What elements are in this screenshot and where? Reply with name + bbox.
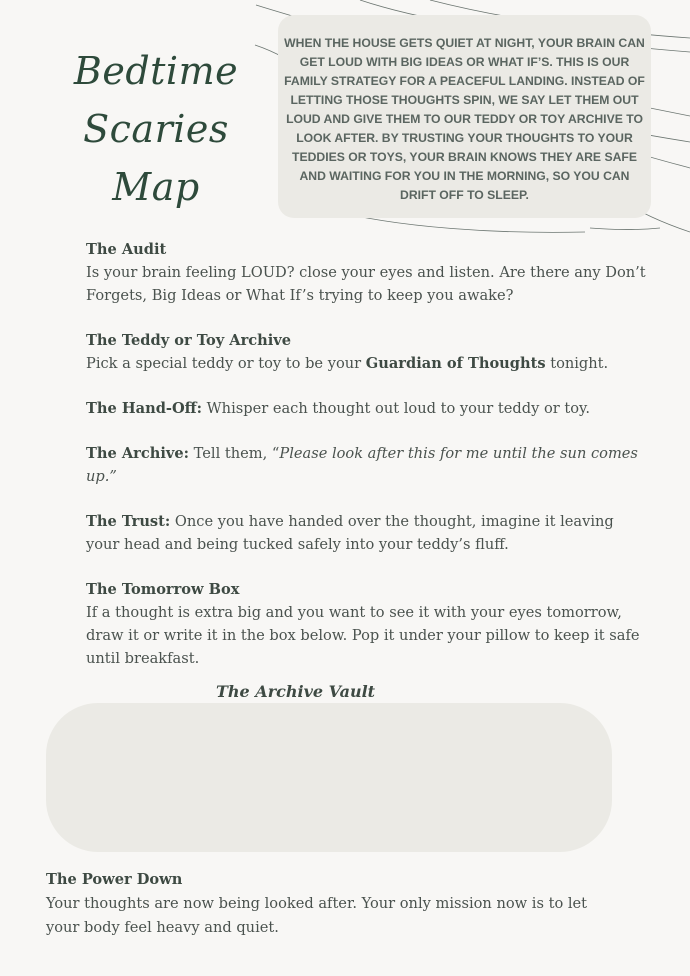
section-handoff [86, 397, 646, 420]
title-line: Bedtime [73, 49, 239, 93]
audit-body: Is your brain feeling LOUD? close your eyes and listen. Are there any Don’t Forgets, Big Ideas or What If’s trying to keep you awake? [86, 264, 646, 304]
intro-box [278, 15, 651, 218]
trust-heading: The Trust: [86, 513, 171, 530]
section-archive [86, 442, 646, 488]
power-body: Your thoughts are now being looked after. Your only mission now is to let your body feel heavy and quiet. [46, 895, 588, 936]
trust-body: Once you have handed over the thought, imagine it leaving your head and being tucked safely into your teddy’s fluff. [86, 513, 614, 553]
audit-heading: The Audit [86, 241, 167, 258]
section-trust [86, 510, 646, 556]
title-line: Map [112, 165, 200, 209]
teddy-body-start: Pick a special teddy or toy to be your [86, 355, 366, 372]
tomorrow-body: If a thought is extra big and you want to see it with your eyes tomorrow, draw it or write it in the box below. Pop it under your pillow to keep it safe until breakfast. [86, 604, 640, 667]
intro-text: WHEN THE HOUSE GETS QUIET AT NIGHT, YOUR BRAIN CAN GET LOUD WITH BIG IDEAS OR WHAT IF’S. THIS IS OUR FAMILY STRATEGY FOR A PEACEFUL LANDING. INSTEAD OF LETTING THOSE THOUGHTS SPIN, WE SAY LET THEM OUT LOUD AND GIVE THEM TO OUR TEDDY OR TOY ARCHIVE TO LOOK AFTER. BY TRUSTING YOUR THOUGHTS TO YOUR TEDDIES OR TOYS, YOUR BRAIN KNOWS THEY ARE SAFE AND WAITING FOR YOU IN THE MORNING, SO YOU CAN DRIFT OFF TO SLEEP. [284, 36, 645, 202]
archive-heading: The Archive: [86, 445, 190, 462]
teddy-body-strong: Guardian of Thoughts [365, 355, 546, 372]
steps-content [86, 238, 646, 692]
page-title [66, 42, 246, 216]
title-line: Scaries [83, 107, 229, 151]
teddy-heading: The Teddy or Toy Archive [86, 332, 292, 349]
teddy-body-end: tonight. [545, 355, 609, 372]
power-heading: The Power Down [46, 871, 183, 888]
vault-title: The Archive Vault [216, 682, 376, 701]
archive-vault-box[interactable] [46, 703, 612, 852]
archive-body: Tell them, “ [189, 445, 280, 462]
section-power-down [46, 868, 606, 940]
teddy-body [86, 352, 646, 375]
tomorrow-heading: The Tomorrow Box [86, 581, 240, 598]
section-teddy-archive [86, 329, 646, 375]
section-audit [86, 238, 646, 307]
handoff-heading: The Hand-Off: [86, 400, 203, 417]
section-tomorrow-box [86, 578, 646, 670]
archive-quote: Please look after this for me until the sun comes up.” [86, 445, 638, 485]
handoff-body: Whisper each thought out loud to your teddy or toy. [202, 400, 590, 417]
